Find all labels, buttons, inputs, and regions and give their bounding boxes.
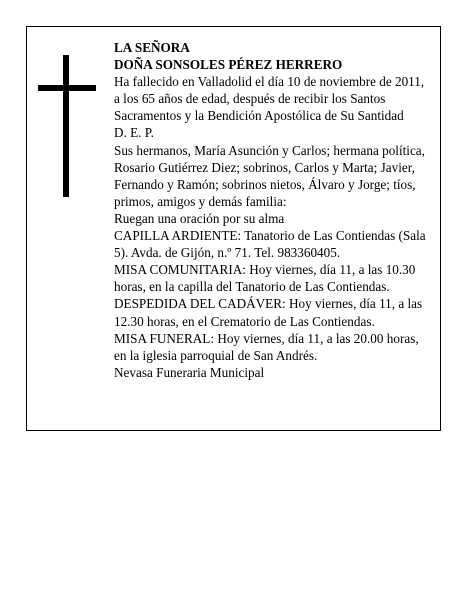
cross-vertical-bar	[63, 55, 69, 197]
cross-horizontal-bar	[38, 85, 96, 91]
death-announcement: Ha fallecido en Valladolid el día 10 de noviembre de 2011, a los 65 años de edad, después de recibir los Santos Sacramentos y la Bendición Apostólica de Su Santidad	[114, 74, 425, 124]
funeral-mass: MISA FUNERAL: Hoy viernes, día 11, a las 20.00 horas, en la iglesia parroquial de San Andrés.	[114, 330, 419, 363]
prayer-request: Ruegan una oración por su alma	[114, 210, 285, 226]
deceased-honorific: LA SEÑORA	[114, 40, 190, 55]
wake-location: CAPILLA ARDIENTE: Tanatorio de Las Contiendas (Sala 5). Avda. de Gijón, n.º 71. Tel. 983360405.	[114, 228, 426, 261]
deceased-name: DOÑA SONSOLES PÉREZ HERRERO	[114, 57, 343, 73]
community-mass: MISA COMUNITARIA: Hoy viernes, día 11, a las 10.30 horas, en la capilla del Tanatorio de Las Contiendas.	[114, 262, 416, 295]
cross-icon	[38, 55, 96, 197]
farewell-ceremony: DESPEDIDA DEL CADÁVER: Hoy viernes, día 11, a las 12.30 horas, en el Crematorio de Las Contiendas.	[114, 296, 423, 329]
family-list: Sus hermanos, María Asunción y Carlos; hermana política, Rosario Gutiérrez Diez; sobrinos, Carlos y Marta; Javier, Fernando y Ramón; sobrinos nietos, Álvaro y Jorge; tíos, primos, amigos y demás familia:	[114, 142, 425, 209]
funeral-home: Nevasa Funeraria Municipal	[114, 364, 265, 380]
rip-abbreviation: D. E. P.	[114, 125, 154, 141]
notice-text	[114, 39, 432, 381]
